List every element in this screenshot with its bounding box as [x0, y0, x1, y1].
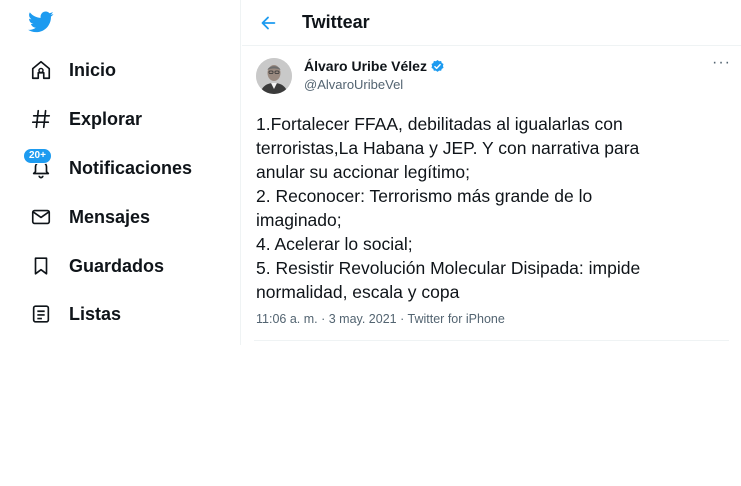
mail-icon [28, 204, 54, 230]
tweet-line: normalidad, escala y copa [256, 282, 460, 302]
tweet-line: 5. Resistir Revolución Molecular Disipada: impide [256, 258, 641, 278]
list-icon [28, 301, 54, 327]
author-name[interactable] [304, 58, 445, 74]
bookmark-icon [28, 253, 54, 279]
divider [254, 340, 729, 341]
sidebar-item-label: Mensajes [69, 206, 151, 227]
more-options-icon[interactable]: ··· [712, 54, 731, 71]
hashtag-icon [28, 106, 54, 132]
tweet [242, 46, 741, 345]
tweet-line: 1.Fortalecer FFAA, debilitadas al igualarlas con [256, 114, 623, 134]
meta-separator: · [321, 312, 326, 326]
avatar[interactable] [256, 58, 292, 94]
tweet-source[interactable]: Twitter for iPhone [407, 312, 505, 326]
home-icon [28, 57, 54, 83]
sidebar-item-mensajes[interactable] [28, 199, 150, 235]
tweet-date[interactable]: 3 may. 2021 [328, 312, 397, 326]
sidebar-item-explorar[interactable] [28, 101, 142, 137]
sidebar-item-label: Guardados [69, 255, 165, 276]
meta-separator: · [400, 312, 405, 326]
main-column [242, 0, 741, 345]
sidebar-item-label: Listas [69, 303, 122, 324]
tweet-line: imaginado; [256, 210, 342, 230]
tweet-line: 4. Acelerar lo social; [256, 234, 413, 254]
sidebar [0, 0, 241, 345]
tweet-text [256, 112, 726, 304]
sidebar-item-guardados[interactable] [28, 248, 164, 284]
author-handle[interactable]: @AlvaroUribeVel [304, 77, 404, 92]
sidebar-item-label: Explorar [69, 108, 143, 129]
author-name-text: Álvaro Uribe Vélez [304, 58, 427, 74]
twitter-bird-icon[interactable] [28, 9, 54, 35]
bell-icon [28, 150, 54, 181]
sidebar-item-inicio[interactable] [28, 52, 116, 88]
sidebar-item-notificaciones[interactable] [28, 150, 192, 186]
sidebar-item-label: Notificaciones [69, 157, 193, 178]
page-title: Twittear [302, 12, 370, 32]
tweet-line: 2. Reconocer: Terrorismo más grande de lo [256, 186, 593, 206]
notification-count-badge: 20+ [23, 148, 52, 164]
sidebar-item-listas[interactable] [28, 296, 121, 332]
tweet-time[interactable]: 11:06 a. m. [256, 312, 318, 326]
verified-badge-icon [430, 59, 445, 74]
back-arrow-icon[interactable] [257, 12, 279, 34]
tweet-metadata [256, 312, 505, 326]
page-header [242, 0, 741, 46]
tweet-line: anular su accionar legítimo; [256, 162, 470, 182]
tweet-line: terroristas,La Habana y JEP. Y con narrativa para [256, 138, 640, 158]
sidebar-item-label: Inicio [69, 59, 117, 80]
